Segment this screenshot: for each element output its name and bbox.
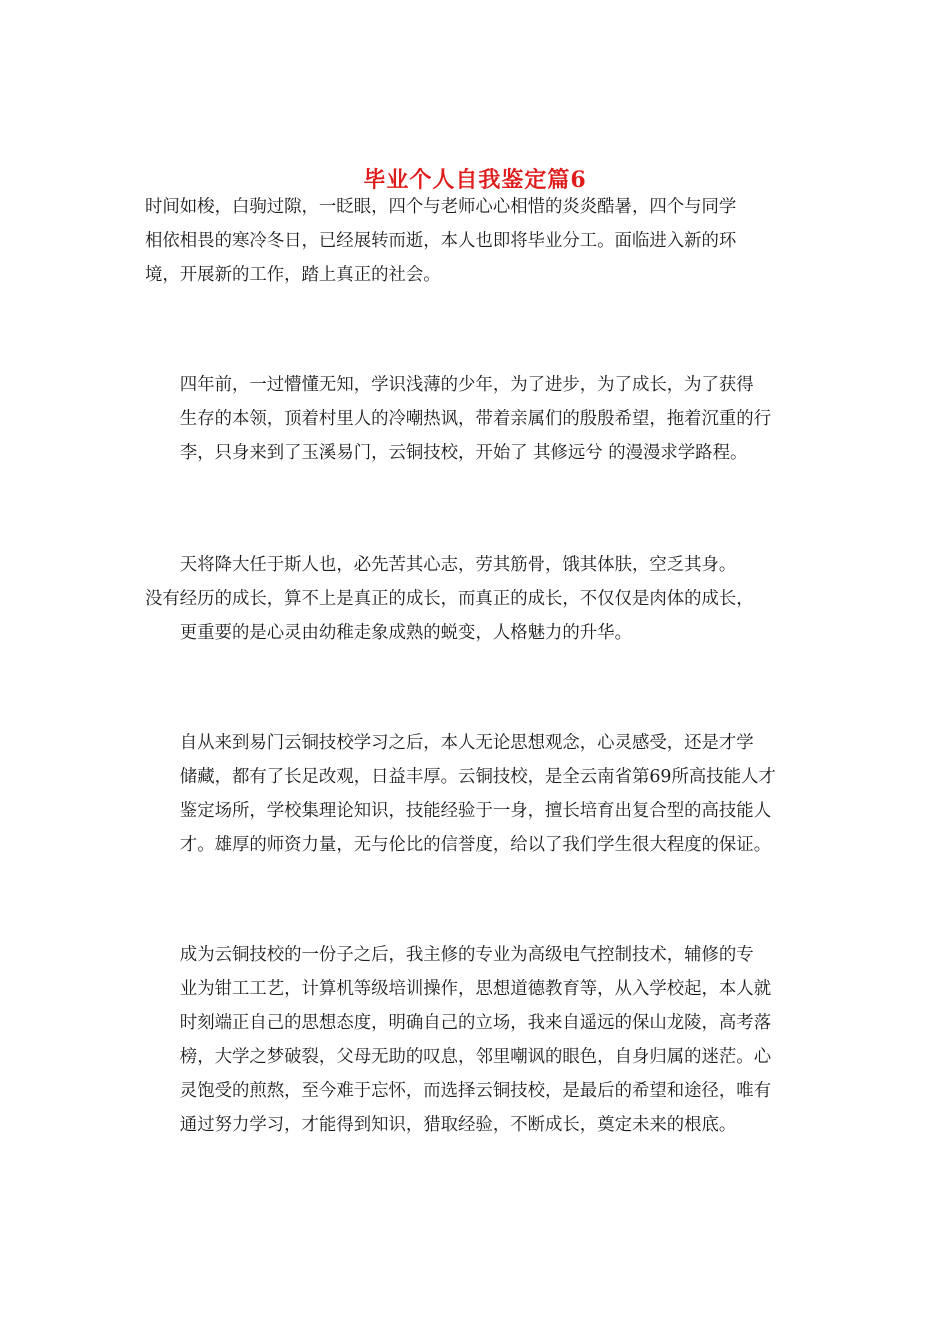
document-title: 毕业个人自我鉴定篇6 [363,166,587,193]
paragraph-line: 没有经历的成长，算不上是真正的成长，而真正的成长，不仅仅是肉体的成长， [145,589,754,609]
paragraph-line: 更重要的是心灵由幼稚走象成熟的蜕变，人格魅力的升华。 [179,623,632,643]
paragraph-2 [145,368,809,470]
paragraph-line: 四年前，一过懵懂无知，学识浅薄的少年，为了进步，为了成长，为了获得 [179,375,754,395]
paragraph-line: 鉴定场所，学校集理论知识，技能经验于一身，擅长培育出复合型的高技能人 [179,801,772,821]
paragraph-4 [145,726,809,862]
paragraph-line: 业为钳工工艺，计算机等级培训操作，思想道德教育等，从入学校起，本人就 [179,979,772,999]
paragraph-line: 储藏，都有了长足改观，日益丰厚。云铜技校，是全云南省第69所高技能人才 [179,767,776,787]
paragraph-line: 榜，大学之梦破裂，父母无助的叹息，邻里嘲讽的眼色，自身归属的迷茫。心 [179,1047,772,1067]
paragraph-1 [145,190,809,292]
paragraph-line: 才。雄厚的师资力量，无与伦比的信誉度，给以了我们学生很大程度的保证。 [179,835,772,855]
paragraph-5 [145,938,809,1142]
paragraph-line: 天将降大任于斯人也，必先苦其心志，劳其筋骨，饿其体肤，空乏其身。 [179,555,737,575]
paragraph-line: 境，开展新的工作，踏上真正的社会。 [145,265,441,285]
paragraph-line: 自从来到易门云铜技校学习之后，本人无论思想观念，心灵感受，还是才学 [179,733,754,753]
paragraph-3 [145,548,809,650]
paragraph-line: 通过努力学习，才能得到知识，猎取经验，不断成长，奠定未来的根底。 [179,1115,737,1135]
paragraph-line: 时间如梭，白驹过隙，一眨眼，四个与老师心心相惜的炎炎酷暑，四个与同学 [145,197,737,217]
paragraph-line: 李，只身来到了玉溪易门，云铜技校，开始了 其修远兮 的漫漫求学路程。 [179,443,748,463]
paragraph-line: 灵饱受的煎熬，至今难于忘怀，而选择云铜技校，是最后的希望和途径，唯有 [179,1081,772,1101]
paragraph-line: 生存的本领，顶着村里人的冷嘲热讽，带着亲属们的殷殷希望，拖着沉重的行 [179,409,772,429]
paragraph-line: 相依相畏的寒冷冬日，已经展转而逝，本人也即将毕业分工。面临进入新的环 [145,231,737,251]
paragraph-line: 时刻端正自己的思想态度，明确自己的立场，我来自遥远的保山龙陵，高考落 [179,1013,772,1033]
paragraph-line: 成为云铜技校的一份子之后，我主修的专业为高级电气控制技术，辅修的专 [179,945,754,965]
